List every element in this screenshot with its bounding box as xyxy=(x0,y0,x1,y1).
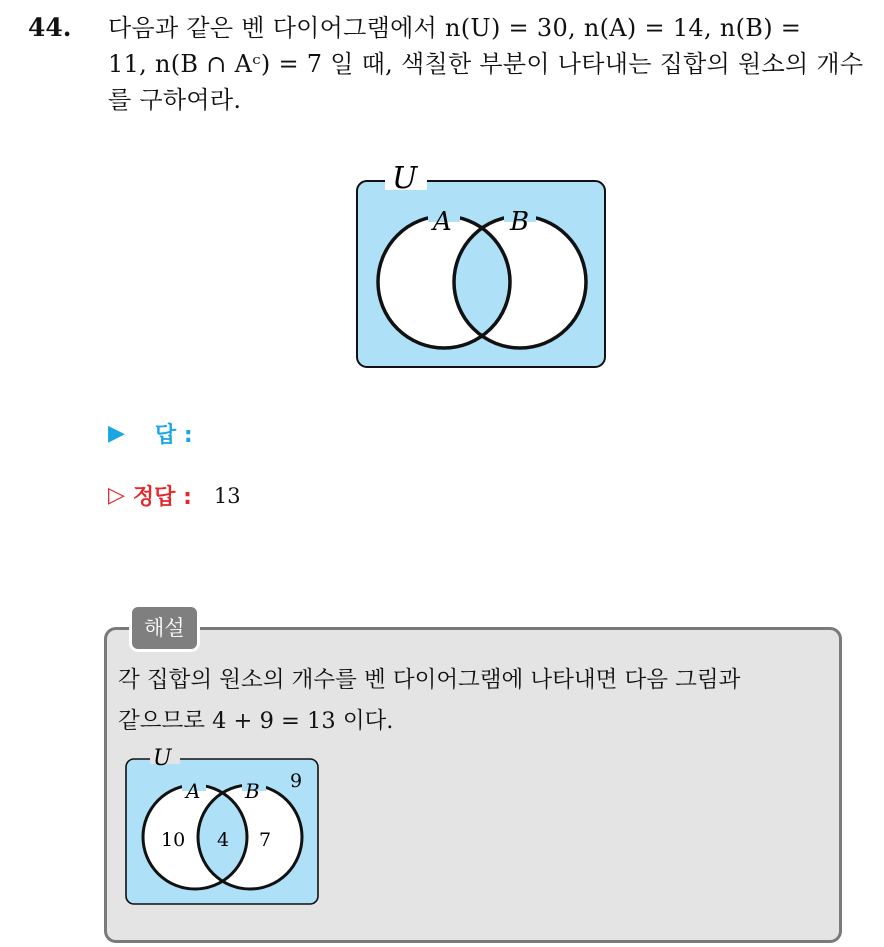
question-number: 44. xyxy=(28,13,72,42)
correct-answer-value: 13 xyxy=(213,483,241,508)
outside-count: 9 xyxy=(290,770,303,792)
solution-tab: 해설 xyxy=(129,604,200,652)
set-a-label: A xyxy=(433,207,452,237)
answer-play-icon: ▶ xyxy=(108,421,125,446)
set-b-label: B xyxy=(245,779,260,803)
b-only-count: 7 xyxy=(259,829,272,851)
universe-label: U xyxy=(392,161,418,196)
set-a-label: A xyxy=(186,779,201,803)
intersection-count: 4 xyxy=(217,829,230,851)
correct-play-outline-icon: ▷ xyxy=(108,483,125,508)
universe-label: U xyxy=(153,746,172,771)
solution-line-2: 같으므로 4 + 9 = 13 이다. xyxy=(118,708,394,734)
question-line-1: 다음과 같은 벤 다이어그램에서 n(U) = 30, n(A) = 14, n(B) = xyxy=(108,14,802,42)
question-line-2: 11, n(B ∩ Aᶜ) = 7 일 때, 색칠한 부분이 나타내는 집합의 원소의 개수 xyxy=(108,50,864,78)
venn-diagram-problem xyxy=(350,160,615,375)
question-line-3: 를 구하여라. xyxy=(108,86,242,114)
solution-line-1: 각 집합의 원소의 개수를 벤 다이어그램에 나타내면 다음 그림과 xyxy=(118,667,741,693)
venn-diagram-solution xyxy=(122,742,322,907)
a-only-count: 10 xyxy=(161,829,186,851)
solution-text xyxy=(118,660,838,742)
answer-row xyxy=(108,418,193,449)
answer-label: 답 : xyxy=(154,423,193,448)
question-text xyxy=(108,10,868,118)
correct-answer-label: 정답 : xyxy=(132,485,192,510)
correct-answer-row xyxy=(108,480,241,511)
set-b-label: B xyxy=(510,207,530,237)
